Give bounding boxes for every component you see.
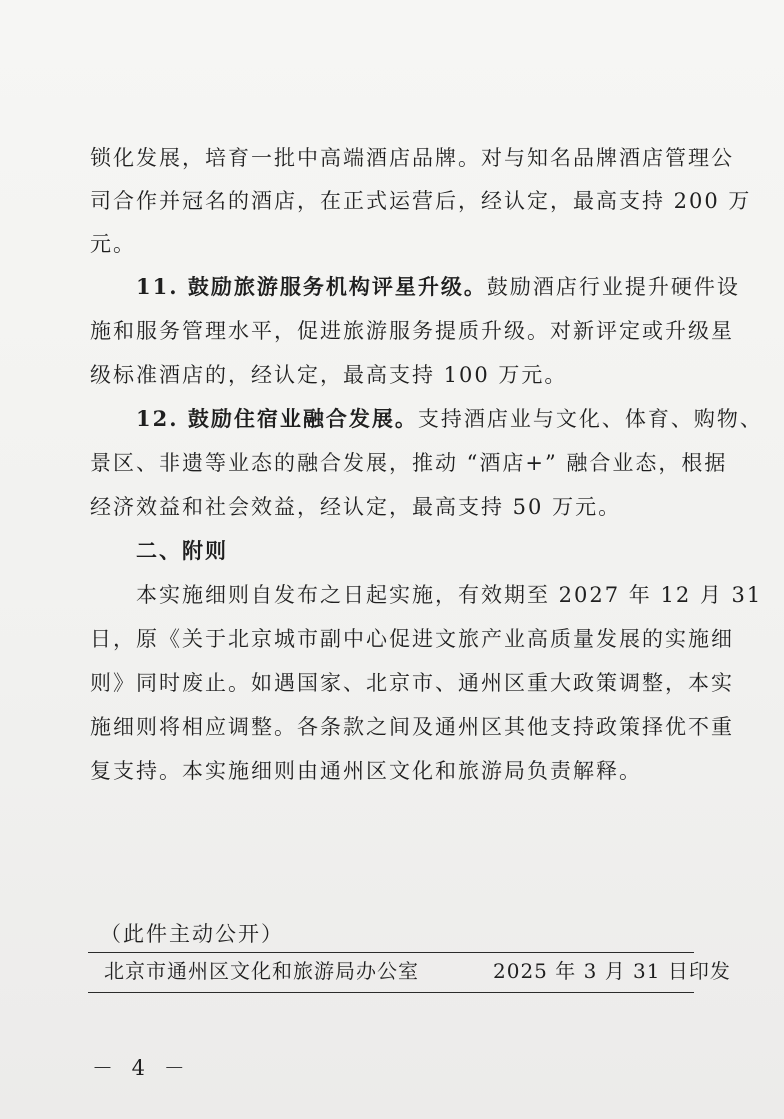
body-line-1: 锁化发展，培育一批中高端酒店品牌。对与知名品牌酒店管理公 xyxy=(90,146,734,170)
item12-text-1: 支持酒店业与文化、体育、购物、 xyxy=(417,407,763,431)
section-heading-appendix: 二、附则 xyxy=(136,538,228,563)
issue-date: 2025 年 3 月 31 日印发 xyxy=(493,959,731,983)
item11-line-2: 施和服务管理水平，促进旅游服务提质升级。对新评定或升级星 xyxy=(90,319,734,343)
appendix-line-5: 复支持。本实施细则由通州区文化和旅游局负责解释。 xyxy=(90,759,642,783)
issuing-office: 北京市通州区文化和旅游局办公室 xyxy=(104,959,419,983)
item11-heading: 11. 鼓励旅游服务机构评星升级。 xyxy=(136,274,487,299)
page-number: － 4 － xyxy=(92,1056,191,1080)
body-line-3: 元。 xyxy=(90,232,136,256)
item11-line-1 xyxy=(136,273,740,301)
item11-line-3: 级标准酒店的，经认定，最高支持 100 万元。 xyxy=(90,363,568,387)
item12-line-2: 景区、非遗等业态的融合发展，推动 “酒店+” 融合业态，根据 xyxy=(90,451,728,475)
body-line-2: 司合作并冠名的酒店，在正式运营后，经认定，最高支持 200 万 xyxy=(90,189,752,213)
item12-heading: 12. 鼓励住宿业融合发展。 xyxy=(136,406,418,431)
footer-bottom-rule xyxy=(88,992,694,993)
appendix-line-4: 施细则将相应调整。各条款之间及通州区其他支持政策择优不重 xyxy=(90,715,734,739)
item12-line-1 xyxy=(136,405,763,433)
public-release-note: （此件主动公开） xyxy=(100,922,284,946)
appendix-line-2: 日，原《关于北京城市副中心促进文旅产业高质量发展的实施细 xyxy=(90,627,734,651)
footer-top-rule xyxy=(88,952,694,953)
item11-text-1: 鼓励酒店行业提升硬件设 xyxy=(486,275,740,299)
appendix-line-1: 本实施细则自发布之日起实施，有效期至 2027 年 12 月 31 xyxy=(136,583,763,607)
item12-line-3: 经济效益和社会效益，经认定，最高支持 50 万元。 xyxy=(90,495,622,519)
appendix-line-3: 则》同时废止。如遇国家、北京市、通州区重大政策调整，本实 xyxy=(90,671,734,695)
